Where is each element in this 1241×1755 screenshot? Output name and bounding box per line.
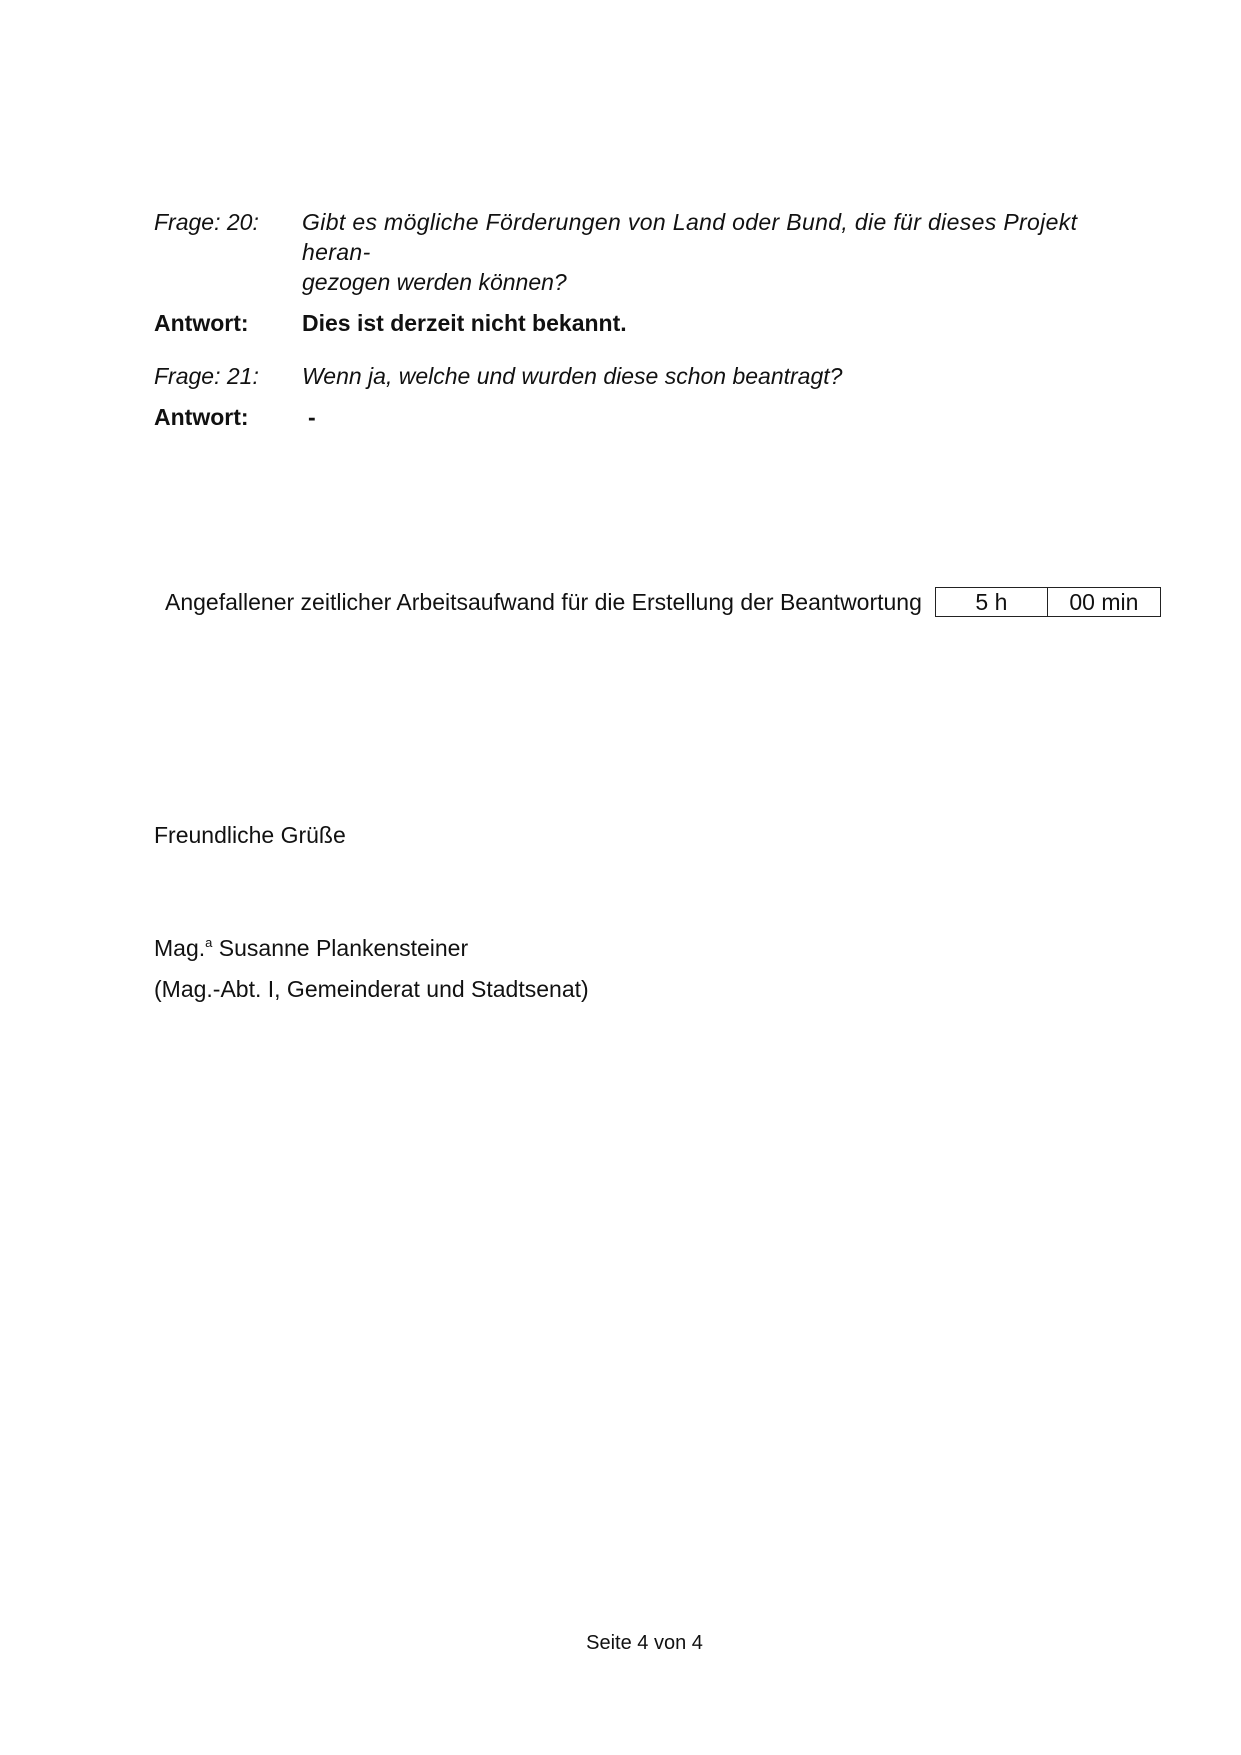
answer-row (154, 308, 1144, 338)
question-label: Frage: 20: (154, 209, 259, 235)
signature-department: (Mag.-Abt. I, Gemeinderat und Stadtsenat) (154, 976, 589, 1002)
work-effort-hours: 5 h (935, 587, 1048, 617)
work-effort-row (165, 587, 1161, 617)
question-row (154, 207, 1144, 297)
work-effort-minutes: 00 min (1048, 587, 1161, 617)
question-text: Wenn ja, welche und wurden diese schon beantragt? (302, 363, 843, 389)
answer-text: - (308, 404, 316, 430)
answer-label: Antwort: (154, 310, 249, 336)
question-text-line: gezogen werden können? (302, 269, 567, 295)
qa-item-20 (154, 207, 1144, 338)
work-effort-label: Angefallener zeitlicher Arbeitsaufwand für die Erstellung der Beantwortung (165, 589, 922, 615)
answer-text: Dies ist derzeit nicht bekannt. (302, 310, 627, 336)
answer-label: Antwort: (154, 404, 249, 430)
signature-title: Mag. (154, 935, 206, 961)
closing-greeting: Freundliche Grüße (154, 822, 346, 848)
signature-title-superscript: a (205, 935, 213, 950)
answer-row (154, 402, 1144, 432)
signature-block (154, 933, 589, 1004)
signature-name: Susanne Plankensteiner (218, 935, 469, 961)
question-text (302, 207, 1144, 297)
question-label: Frage: 21: (154, 363, 259, 389)
question-row (154, 361, 1144, 391)
signature-name-line (154, 933, 589, 963)
page-number: Seite 4 von 4 (586, 1632, 703, 1654)
qa-item-21 (154, 361, 1144, 432)
question-text-line: Gibt es mögliche Förderungen von Land oder Bund, die für dieses Projekt heran- (302, 209, 1078, 265)
